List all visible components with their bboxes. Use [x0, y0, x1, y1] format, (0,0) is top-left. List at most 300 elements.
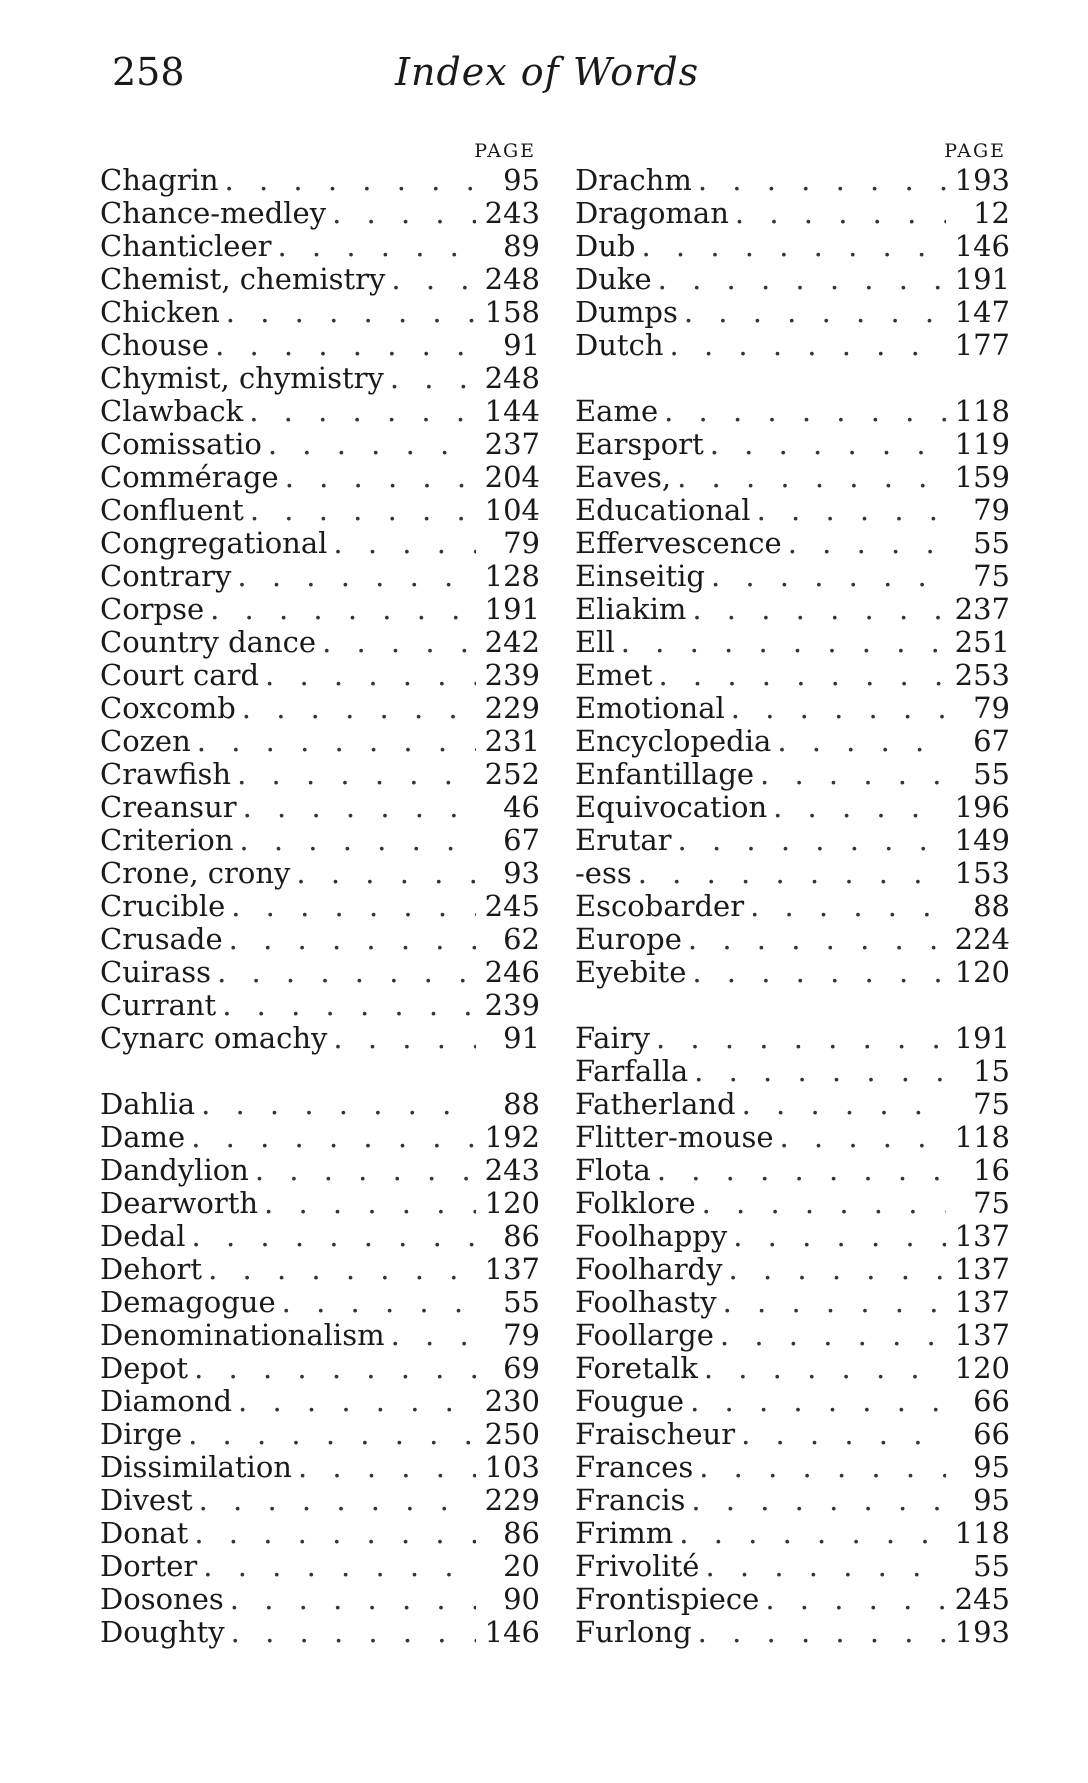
entry-word: Donat: [100, 1516, 189, 1550]
entry-page-number: 137: [954, 1252, 1010, 1286]
page-column-label: PAGE: [474, 140, 536, 162]
entry-page-number: 146: [484, 1615, 540, 1649]
dot-leader: [658, 263, 946, 296]
dot-leader: [188, 1418, 476, 1451]
entry-word: Flota: [575, 1153, 651, 1187]
entry-word: Chagrin: [100, 163, 219, 197]
entry-word: Diamond: [100, 1384, 233, 1418]
index-entry: [575, 1055, 1010, 1088]
entry-page-number: 93: [503, 856, 540, 890]
index-entry: [575, 1121, 1010, 1154]
entry-page-number: 91: [503, 328, 540, 362]
dot-leader: [208, 1253, 476, 1286]
entry-word: Einseitig: [575, 559, 705, 593]
entry-word: Crone, crony: [100, 856, 291, 890]
entry-page-number: 16: [973, 1153, 1010, 1187]
index-entry: [575, 296, 1010, 329]
entry-page-number: 250: [484, 1417, 540, 1451]
index-entry: [100, 659, 540, 692]
dot-leader: [638, 857, 946, 890]
entry-page-number: 118: [954, 394, 1010, 428]
index-entry: [575, 659, 1010, 692]
entry-word: Fatherland: [575, 1087, 736, 1121]
entry-word: Corpse: [100, 592, 205, 626]
dot-leader: [677, 461, 946, 494]
entry-page-number: 229: [484, 1483, 540, 1517]
entry-word: Farfalla: [575, 1054, 689, 1088]
dot-leader: [222, 989, 476, 1022]
entry-word: Fairy: [575, 1021, 650, 1055]
dot-leader: [201, 1088, 476, 1121]
entry-word: Escobarder: [575, 889, 745, 923]
dot-leader: [194, 1517, 476, 1550]
entry-page-number: 55: [973, 757, 1010, 791]
dot-leader: [704, 1352, 946, 1385]
index-entry: [575, 1583, 1010, 1616]
entry-page-number: 191: [954, 1021, 1010, 1055]
entry-page-number: 79: [503, 1318, 540, 1352]
entry-page-number: 237: [484, 427, 540, 461]
entry-word: Contrary: [100, 559, 232, 593]
entry-page-number: 119: [954, 427, 1010, 461]
entry-word: Chicken: [100, 295, 220, 329]
dot-leader: [264, 1187, 476, 1220]
entry-word: Dandylion: [100, 1153, 249, 1187]
index-entry: [100, 1418, 540, 1451]
index-entry: [100, 1088, 540, 1121]
dot-leader: [757, 494, 946, 527]
index-entry: [100, 626, 540, 659]
entry-page-number: 158: [484, 295, 540, 329]
index-entry: [575, 1253, 1010, 1286]
entry-page-number: 224: [954, 922, 1010, 956]
index-entry: [100, 428, 540, 461]
entry-word: Frontispiece: [575, 1582, 760, 1616]
entry-page-number: 230: [484, 1384, 540, 1418]
index-entry: [575, 1286, 1010, 1319]
entry-page-number: 88: [973, 889, 1010, 923]
index-entry: [100, 857, 540, 890]
dot-leader: [215, 329, 476, 362]
dot-leader: [692, 956, 946, 989]
index-entry: [575, 857, 1010, 890]
entry-page-number: 95: [973, 1483, 1010, 1517]
dot-leader: [692, 593, 946, 626]
index-entry: [100, 329, 540, 362]
entry-page-number: 231: [484, 724, 540, 758]
index-entry: [575, 1352, 1010, 1385]
entry-word: Dehort: [100, 1252, 203, 1286]
entry-page-number: 104: [484, 493, 540, 527]
index-entry: [100, 164, 540, 197]
entry-page-number: 239: [484, 658, 540, 692]
entry-word: Earsport: [575, 427, 704, 461]
entry-page-number: 66: [973, 1384, 1010, 1418]
entry-word: Eame: [575, 394, 659, 428]
index-entry: [100, 923, 540, 956]
index-entry: [575, 197, 1010, 230]
index-entry: [100, 1121, 540, 1154]
index-entry: [100, 1022, 540, 1055]
entry-page-number: 67: [973, 724, 1010, 758]
index-entry: [100, 263, 540, 296]
dot-leader: [710, 428, 946, 461]
entry-word: Foretalk: [575, 1351, 698, 1385]
index-entry: [575, 527, 1010, 560]
entry-page-number: 193: [954, 163, 1010, 197]
page-header: [0, 50, 1088, 110]
entry-word: Foolhardy: [575, 1252, 723, 1286]
index-entry: [575, 1616, 1010, 1649]
index-entry: [100, 1220, 540, 1253]
dot-leader: [670, 329, 946, 362]
index-entry: [575, 1319, 1010, 1352]
dot-leader: [741, 1418, 946, 1451]
dot-leader: [777, 725, 946, 758]
entry-word: Chance-medley: [100, 196, 327, 230]
entry-word: Eyebite: [575, 955, 687, 989]
index-entry: [100, 1484, 540, 1517]
entry-word: Encyclopedia: [575, 724, 772, 758]
dot-leader: [243, 791, 476, 824]
entry-page-number: 91: [503, 1021, 540, 1055]
letter-groups: [575, 164, 1010, 1649]
entry-word: Chanticleer: [100, 229, 272, 263]
index-entry: [100, 560, 540, 593]
index-entry: [100, 1319, 540, 1352]
index-entry: [575, 560, 1010, 593]
entry-page-number: 88: [503, 1087, 540, 1121]
group-spacer: [100, 1055, 540, 1088]
index-entry: [575, 461, 1010, 494]
dot-leader: [237, 560, 476, 593]
entry-page-number: 62: [503, 922, 540, 956]
dot-leader: [298, 1451, 476, 1484]
entry-word: Foolhappy: [575, 1219, 728, 1253]
index-entry: [100, 1550, 540, 1583]
entry-word: Clawback: [100, 394, 244, 428]
index-entry: [575, 164, 1010, 197]
entry-word: Cuirass: [100, 955, 212, 989]
entry-page-number: 20: [503, 1549, 540, 1583]
dot-leader: [656, 1022, 946, 1055]
dot-leader: [333, 1022, 476, 1055]
index-entry: [100, 1286, 540, 1319]
entry-page-number: 46: [503, 790, 540, 824]
index-entry: [575, 1088, 1010, 1121]
dot-leader: [333, 527, 476, 560]
entry-page-number: 120: [954, 955, 1010, 989]
entry-word: Europe: [575, 922, 682, 956]
letter-groups: [100, 164, 540, 1649]
entry-page-number: 248: [484, 361, 540, 395]
entry-word: Dame: [100, 1120, 186, 1154]
entry-page-number: 147: [954, 295, 1010, 329]
index-entry: [575, 230, 1010, 263]
entry-page-number: 67: [503, 823, 540, 857]
index-entry: [575, 494, 1010, 527]
index-group: [100, 1088, 540, 1649]
entry-page-number: 75: [973, 1186, 1010, 1220]
entry-word: Court card: [100, 658, 260, 692]
entry-word: Emet: [575, 658, 653, 692]
dot-leader: [679, 1517, 946, 1550]
index-entry: [575, 1550, 1010, 1583]
dot-leader: [229, 923, 476, 956]
dot-leader: [678, 824, 946, 857]
index-group: [575, 164, 1010, 362]
dot-leader: [197, 725, 476, 758]
entry-page-number: 55: [973, 1549, 1010, 1583]
entry-page-number: 103: [484, 1450, 540, 1484]
index-entry: [100, 725, 540, 758]
dot-leader: [238, 1385, 476, 1418]
entry-page-number: 95: [503, 163, 540, 197]
entry-word: Creansur: [100, 790, 237, 824]
entry-word: Enfantillage: [575, 757, 755, 791]
index-entry: [575, 263, 1010, 296]
index-entry: [575, 593, 1010, 626]
entry-word: Dorter: [100, 1549, 198, 1583]
page-number: 258: [112, 50, 185, 94]
entry-word: Dedal: [100, 1219, 186, 1253]
entry-page-number: 193: [954, 1615, 1010, 1649]
dot-leader: [191, 1121, 476, 1154]
dot-leader: [694, 1055, 946, 1088]
dot-leader: [192, 1220, 476, 1253]
dot-leader: [296, 857, 476, 890]
index-entry: [100, 527, 540, 560]
entry-word: Denominationalism: [100, 1318, 385, 1352]
entry-word: Emotional: [575, 691, 725, 725]
entry-page-number: 196: [954, 790, 1010, 824]
index-entry: [575, 1517, 1010, 1550]
index-entry: [100, 890, 540, 923]
entry-page-number: 86: [503, 1219, 540, 1253]
entry-word: Frivolité: [575, 1549, 700, 1583]
entry-page-number: 144: [484, 394, 540, 428]
entry-page-number: 69: [503, 1351, 540, 1385]
entry-page-number: 79: [503, 526, 540, 560]
index-entry: [575, 1022, 1010, 1055]
entry-page-number: 246: [484, 955, 540, 989]
entry-word: Dub: [575, 229, 636, 263]
entry-word: Frances: [575, 1450, 694, 1484]
index-entry: [100, 1352, 540, 1385]
index-entry: [100, 296, 540, 329]
entry-page-number: 192: [484, 1120, 540, 1154]
entry-word: Dahlia: [100, 1087, 196, 1121]
dot-leader: [322, 626, 476, 659]
index-entry: [575, 1484, 1010, 1517]
dot-leader: [699, 1451, 946, 1484]
entry-page-number: 245: [954, 1582, 1010, 1616]
dot-leader: [391, 263, 476, 296]
dot-leader: [742, 1088, 946, 1121]
dot-leader: [231, 890, 476, 923]
dot-leader: [779, 1121, 946, 1154]
group-spacer: [575, 989, 1010, 1022]
entry-word: Fraischeur: [575, 1417, 736, 1451]
entry-word: Doughty: [100, 1615, 225, 1649]
entry-page-number: 128: [484, 559, 540, 593]
index-entry: [100, 989, 540, 1022]
entry-word: Demagogue: [100, 1285, 276, 1319]
entry-word: Frimm: [575, 1516, 674, 1550]
dot-leader: [733, 1220, 946, 1253]
dot-leader: [332, 197, 476, 230]
dot-leader: [688, 923, 946, 956]
dot-leader: [691, 1484, 946, 1517]
dot-leader: [658, 659, 946, 692]
entry-page-number: 191: [484, 592, 540, 626]
index-entry: [100, 1154, 540, 1187]
entry-page-number: 237: [954, 592, 1010, 626]
dot-leader: [621, 626, 946, 659]
dot-leader: [226, 296, 476, 329]
dot-leader: [690, 1385, 946, 1418]
index-group: [100, 164, 540, 1055]
entry-word: Folklore: [575, 1186, 696, 1220]
entry-word: Dragoman: [575, 196, 729, 230]
index-entry: [575, 395, 1010, 428]
dot-leader: [231, 1616, 476, 1649]
dot-leader: [390, 362, 476, 395]
entry-word: Duke: [575, 262, 652, 296]
index-entry: [575, 1451, 1010, 1484]
entry-page-number: 79: [973, 691, 1010, 725]
dot-leader: [705, 1550, 946, 1583]
index-group: [575, 1022, 1010, 1649]
entry-page-number: 137: [954, 1285, 1010, 1319]
entry-page-number: 120: [484, 1186, 540, 1220]
dot-leader: [285, 461, 476, 494]
dot-leader: [773, 791, 946, 824]
entry-word: Congregational: [100, 526, 328, 560]
index-entry: [575, 956, 1010, 989]
entry-word: Chouse: [100, 328, 210, 362]
index-entry: [575, 428, 1010, 461]
entry-word: Furlong: [575, 1615, 692, 1649]
entry-word: Educational: [575, 493, 751, 527]
entry-page-number: 252: [484, 757, 540, 791]
entry-page-number: 89: [503, 229, 540, 263]
entry-page-number: 86: [503, 1516, 540, 1550]
entry-page-number: 159: [954, 460, 1010, 494]
dot-leader: [731, 692, 946, 725]
index-entry: [100, 461, 540, 494]
entry-page-number: 15: [973, 1054, 1010, 1088]
index-column-right: [575, 138, 1010, 1649]
entry-word: -ess: [575, 856, 632, 890]
index-entry: [575, 692, 1010, 725]
entry-page-number: 149: [954, 823, 1010, 857]
index-entry: [575, 824, 1010, 857]
entry-word: Dissimilation: [100, 1450, 292, 1484]
entry-page-number: 253: [954, 658, 1010, 692]
entry-page-number: 146: [954, 229, 1010, 263]
entry-page-number: 191: [954, 262, 1010, 296]
index-entry: [100, 1616, 540, 1649]
dot-leader: [210, 593, 476, 626]
dot-leader: [282, 1286, 476, 1319]
entry-page-number: 204: [484, 460, 540, 494]
dot-leader: [723, 1286, 946, 1319]
entry-page-number: 118: [954, 1120, 1010, 1154]
index-entry: [100, 1187, 540, 1220]
dot-leader: [698, 1616, 946, 1649]
index-entry: [575, 923, 1010, 956]
entry-page-number: 55: [503, 1285, 540, 1319]
index-entry: [575, 791, 1010, 824]
entry-word: Coxcomb: [100, 691, 236, 725]
entry-page-number: 239: [484, 988, 540, 1022]
dot-leader: [242, 692, 476, 725]
dot-leader: [657, 1154, 946, 1187]
entry-word: Foolhasty: [575, 1285, 717, 1319]
index-entry: [100, 197, 540, 230]
entry-word: Foollarge: [575, 1318, 714, 1352]
dot-leader: [664, 395, 946, 428]
dot-leader: [684, 296, 946, 329]
dot-leader: [230, 1583, 476, 1616]
entry-word: Comissatio: [100, 427, 262, 461]
entry-page-number: 243: [484, 1153, 540, 1187]
entry-word: Cynarc omachy: [100, 1021, 328, 1055]
entry-page-number: 79: [973, 493, 1010, 527]
entry-page-number: 95: [973, 1450, 1010, 1484]
entry-page-number: 243: [484, 196, 540, 230]
dot-leader: [750, 890, 946, 923]
index-entry: [100, 362, 540, 395]
entry-word: Dosones: [100, 1582, 224, 1616]
dot-leader: [720, 1319, 946, 1352]
entry-page-number: 245: [484, 889, 540, 923]
index-entry: [100, 1517, 540, 1550]
entry-word: Effervescence: [575, 526, 782, 560]
index-entry: [100, 593, 540, 626]
entry-word: Country dance: [100, 625, 317, 659]
dot-leader: [735, 197, 946, 230]
index-entry: [575, 725, 1010, 758]
dot-leader: [255, 1154, 476, 1187]
running-title: Index of Words: [395, 50, 700, 94]
entry-page-number: 75: [973, 559, 1010, 593]
dot-leader: [788, 527, 946, 560]
dot-leader: [391, 1319, 476, 1352]
entry-word: Eaves,: [575, 460, 672, 494]
entry-page-number: 251: [954, 625, 1010, 659]
index-column-left: [100, 138, 540, 1649]
dot-leader: [250, 494, 476, 527]
entry-word: Chemist, chemistry: [100, 262, 386, 296]
entry-word: Dearworth: [100, 1186, 259, 1220]
dot-leader: [711, 560, 946, 593]
entry-page-number: 75: [973, 1087, 1010, 1121]
dot-leader: [217, 956, 476, 989]
entry-page-number: 12: [973, 196, 1010, 230]
entry-word: Francis: [575, 1483, 686, 1517]
entry-page-number: 55: [973, 526, 1010, 560]
dot-leader: [702, 1187, 946, 1220]
dot-leader: [760, 758, 946, 791]
group-spacer: [575, 362, 1010, 395]
entry-page-number: 137: [484, 1252, 540, 1286]
index-entry: [575, 329, 1010, 362]
index-entry: [100, 1253, 540, 1286]
index-entry: [100, 230, 540, 263]
entry-page-number: 118: [954, 1516, 1010, 1550]
